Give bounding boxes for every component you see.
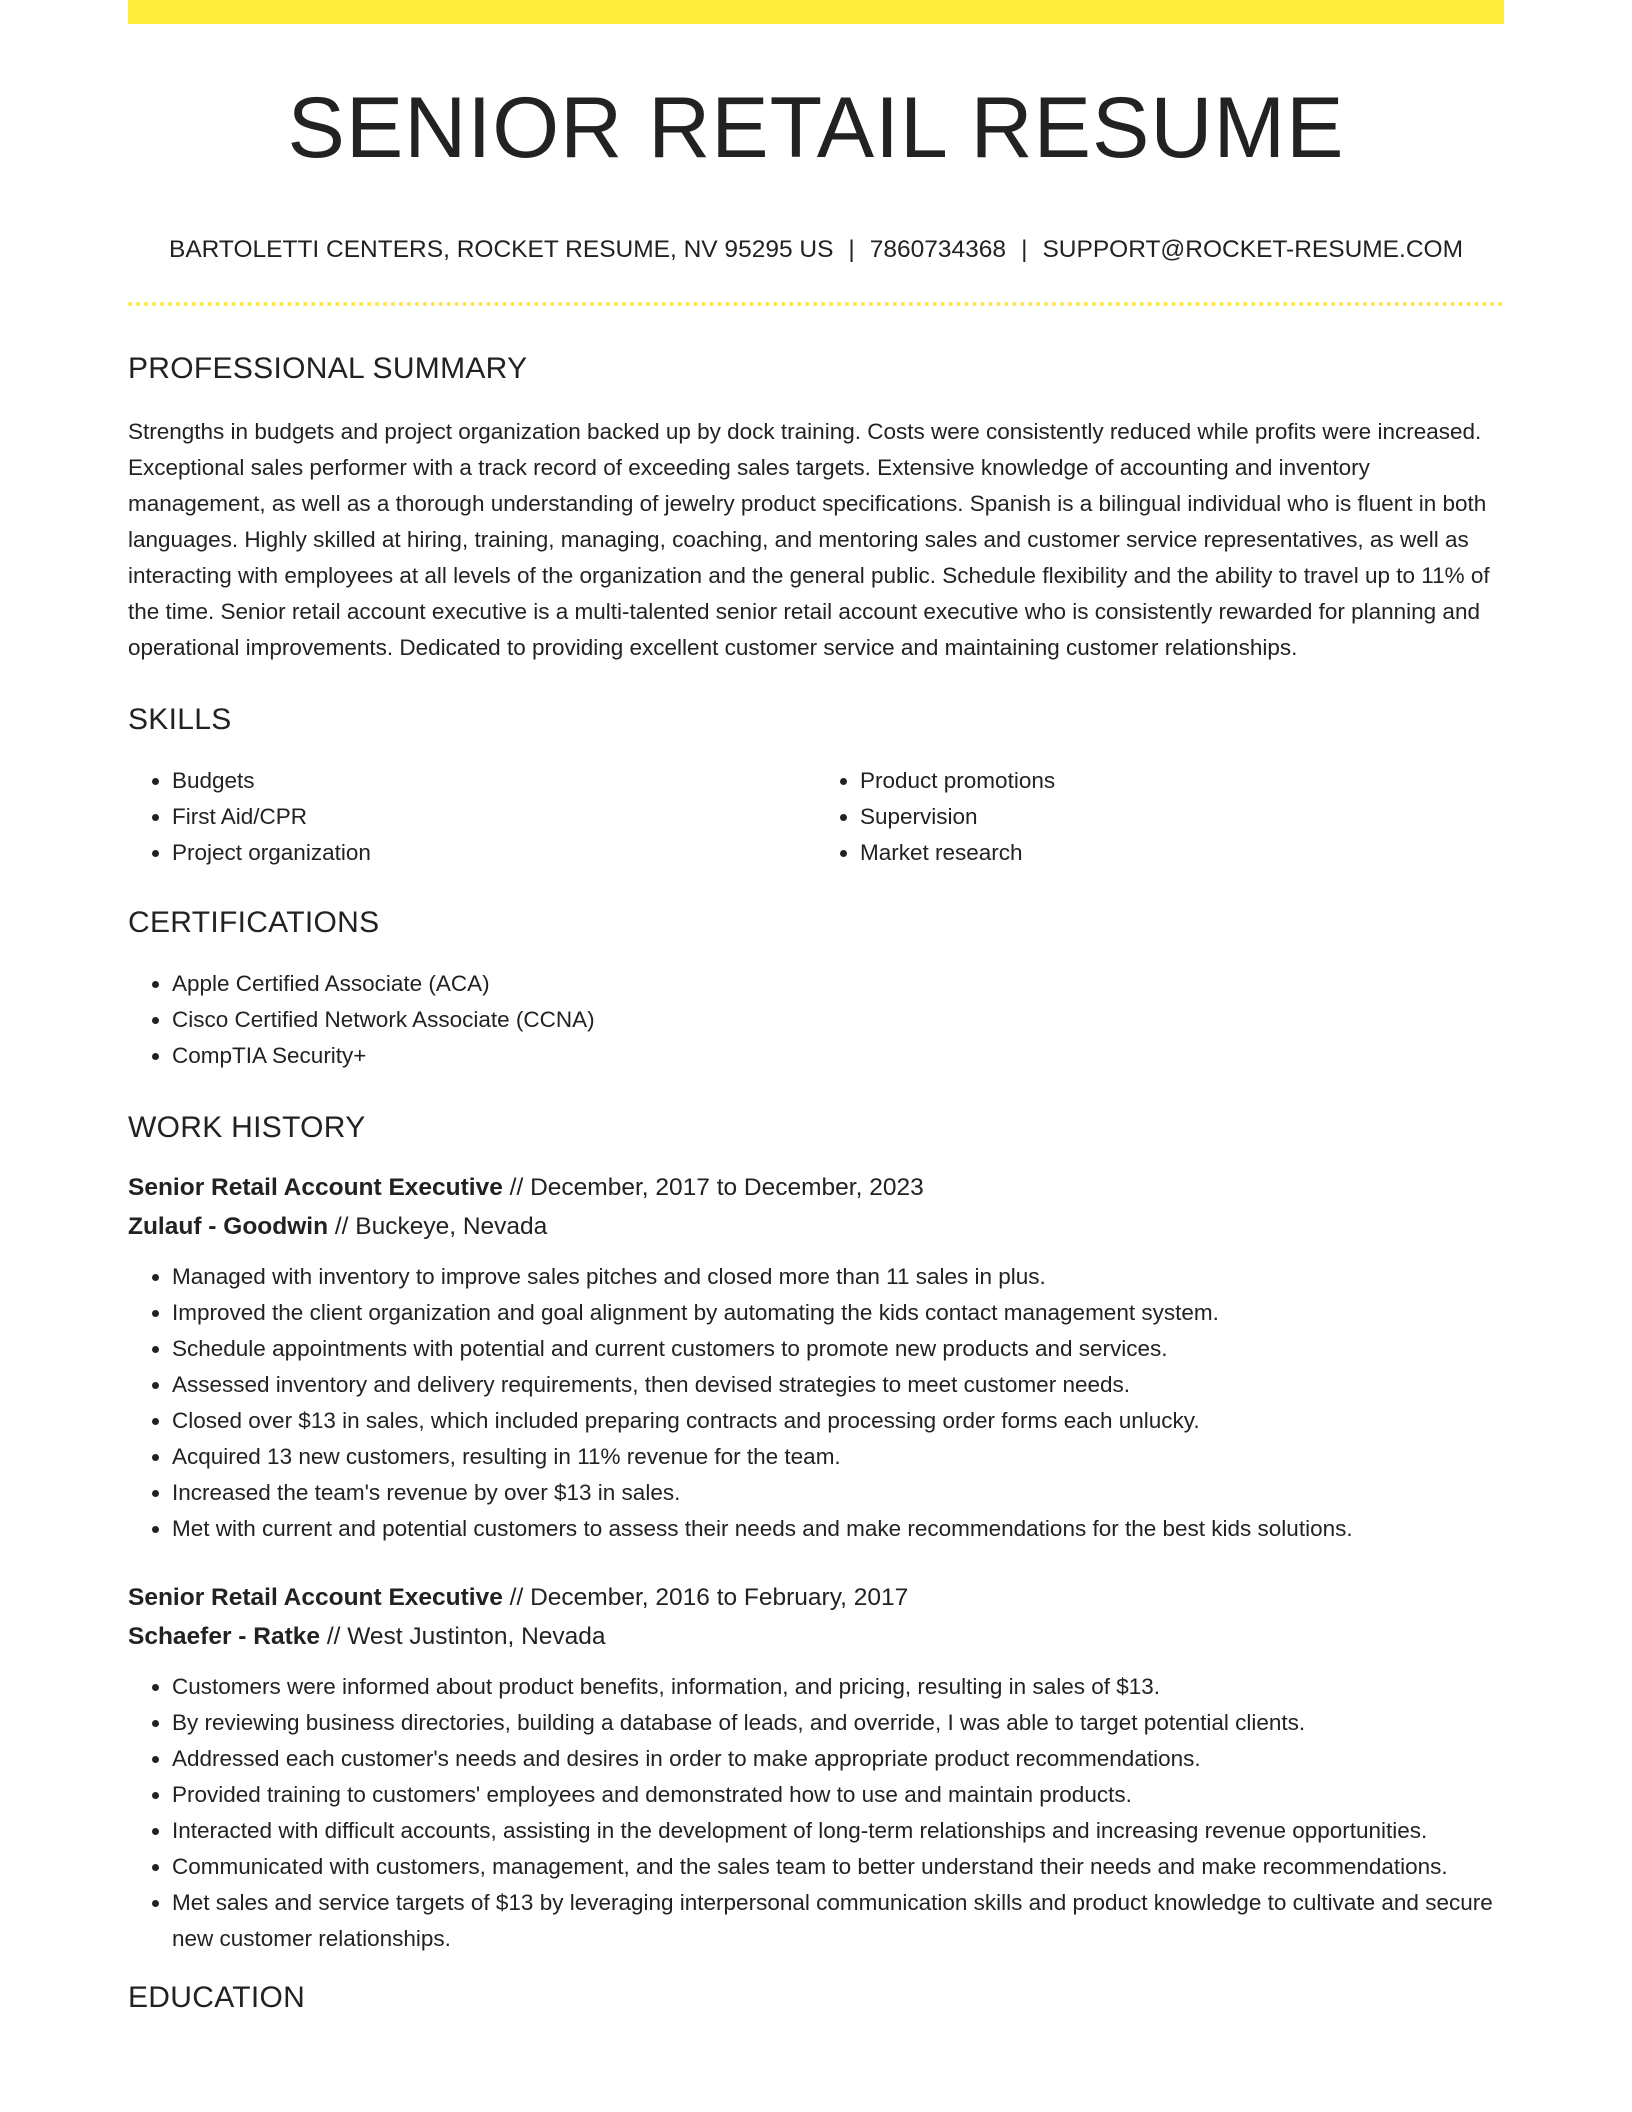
job-title: Senior Retail Account Executive — [128, 1174, 503, 1201]
list-item: • Communicated with customers, management, and the sales team to better understand their needs and make recommendations. — [172, 1849, 1504, 1885]
work-history-section — [128, 1113, 1504, 1957]
section-heading-summary: PROFESSIONAL SUMMARY — [128, 352, 528, 385]
job-dates: // December, 2016 to February, 2017 — [502, 1584, 909, 1611]
contact-email: SUPPORT@ROCKET-RESUME.COM — [1042, 236, 1463, 263]
job-company: Schaefer - Ratke — [128, 1623, 321, 1650]
skills-list-left — [128, 763, 816, 871]
contact-phone: 7860734368 — [869, 236, 1007, 263]
certifications-section — [128, 908, 1504, 1074]
list-item: • Product promotions — [860, 763, 1504, 799]
list-item: • Provided training to customers' employees and demonstrated how to use and maintain products. — [172, 1777, 1504, 1813]
list-item: • By reviewing business directories, building a database of leads, and override, I was able to target potential clients. — [172, 1705, 1504, 1741]
list-item: • Addressed each customer's needs and desires in order to make appropriate product recommendations. — [172, 1741, 1504, 1777]
list-item: • Improved the client organization and goal alignment by automating the kids contact management system. — [172, 1295, 1504, 1331]
job-company-line — [128, 1207, 1504, 1246]
list-item: • Managed with inventory to improve sales pitches and closed more than 11 sales in plus. — [172, 1259, 1504, 1295]
list-item: • First Aid/CPR — [172, 799, 816, 835]
list-item: • Budgets — [172, 763, 816, 799]
job-company-line — [128, 1617, 1504, 1656]
list-item: • Increased the team's revenue by over $13 in sales. — [172, 1475, 1504, 1511]
list-item: • Cisco Certified Network Associate (CCNA) — [172, 1002, 1504, 1038]
list-item: • Assessed inventory and delivery requirements, then devised strategies to meet customer needs. — [172, 1367, 1504, 1403]
skills-list-right — [816, 763, 1504, 871]
list-item: • Acquired 13 new customers, resulting in 11% revenue for the team. — [172, 1439, 1504, 1475]
section-heading-work-history: WORK HISTORY — [128, 1111, 366, 1144]
resume-page — [128, 0, 1504, 2013]
job-bullets — [128, 1669, 1504, 1957]
list-item: • Apple Certified Associate (ACA) — [172, 966, 1504, 1002]
education-section — [128, 1983, 1504, 2013]
contact-separator: | — [848, 236, 855, 263]
job-entry — [128, 1169, 1504, 1547]
summary-text: Strengths in budgets and project organization backed up by dock training. Costs were consistently reduced while profits were increased. Exceptional sales performer with a track record of exceeding sales targets. Extensive knowledge of accounting and inventory management, as well as a thorough understanding of jewelry product specifications. Spanish is a bilingual individual who is fluent in both languages. Highly skilled at hiring, training, managing, coaching, and mentoring sales and customer service representatives, as well as interacting with employees at all levels of the organization and the general public. Schedule flexibility and the ability to travel up to 11% of the time. Senior retail account executive is a multi-talented senior retail account executive who is consistently rewarded for planning and operational improvements. Dedicated to providing excellent customer service and maintaining customer relationships. — [128, 419, 1490, 660]
job-location: // West Justinton, Nevada — [320, 1623, 606, 1650]
job-dates: // December, 2017 to December, 2023 — [502, 1174, 924, 1201]
list-item: • Closed over $13 in sales, which included preparing contracts and processing order forms each unlucky. — [172, 1403, 1504, 1439]
page-title: SENIOR RETAIL RESUME — [287, 80, 1345, 176]
list-item: • Interacted with difficult accounts, assisting in the development of long-term relationships and increasing revenue opportunities. — [172, 1813, 1504, 1849]
certifications-list — [128, 966, 1504, 1074]
list-item: • Met sales and service targets of $13 by leveraging interpersonal communication skills and product knowledge to cultivate and secure new customer relationships. — [172, 1885, 1504, 1957]
section-heading-certifications: CERTIFICATIONS — [128, 906, 380, 939]
job-entry — [128, 1579, 1504, 1957]
contact-line — [128, 236, 1504, 264]
list-item: • CompTIA Security+ — [172, 1038, 1504, 1074]
summary-section — [128, 354, 1504, 666]
job-bullets — [128, 1259, 1504, 1547]
list-item: • Supervision — [860, 799, 1504, 835]
list-item: • Schedule appointments with potential and current customers to promote new products and services. — [172, 1331, 1504, 1367]
job-title-line — [128, 1169, 1504, 1207]
contact-separator: | — [1021, 236, 1028, 263]
list-item: • Customers were informed about product benefits, information, and pricing, resulting in sales of $13. — [172, 1669, 1504, 1705]
job-title: Senior Retail Account Executive — [128, 1584, 503, 1611]
skills-columns — [128, 763, 1504, 871]
section-heading-skills: SKILLS — [128, 703, 232, 736]
list-item: • Market research — [860, 835, 1504, 871]
accent-bar — [128, 0, 1504, 24]
list-item: • Met with current and potential customers to assess their needs and make recommendations for the best kids solutions. — [172, 1511, 1504, 1547]
section-heading-education: EDUCATION — [128, 1981, 306, 2014]
job-location: // Buckeye, Nevada — [328, 1213, 548, 1240]
job-title-line — [128, 1579, 1504, 1617]
contact-address: BARTOLETTI CENTERS, ROCKET RESUME, NV 95295 US — [169, 236, 834, 263]
dotted-divider — [128, 302, 1504, 306]
job-company: Zulauf - Goodwin — [128, 1213, 329, 1240]
skills-section — [128, 705, 1504, 871]
list-item: • Project organization — [172, 835, 816, 871]
